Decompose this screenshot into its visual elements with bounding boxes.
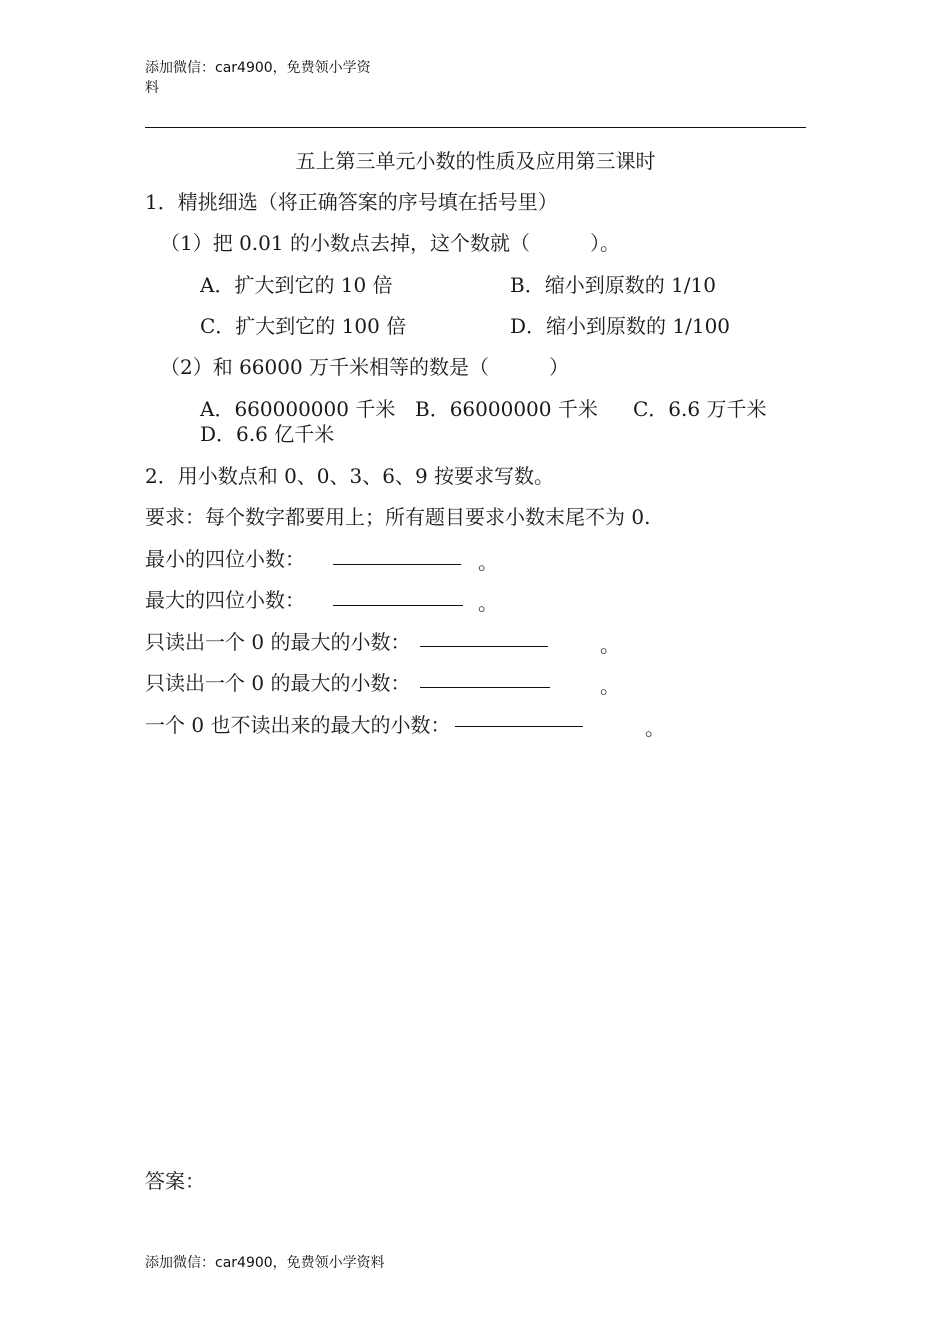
header-rule (145, 127, 806, 128)
footer-watermark: 添加微信：car4900，免费领小学资料 (145, 1255, 385, 1271)
section2-heading: 2．用小数点和 0、0、3、6、9 按要求写数。 (145, 464, 555, 488)
q1-option-a: A．扩大到它的 10 倍 (200, 273, 393, 297)
q1-option-c: C．扩大到它的 100 倍 (200, 314, 407, 338)
q1-option-b: B．缩小到原数的 1/10 (510, 273, 716, 297)
section2-requirement: 要求：每个数字都要用上；所有题目要求小数末尾不为 0. (145, 505, 651, 529)
header-watermark (145, 58, 395, 98)
q2-option-b: B．66000000 千米 (415, 397, 598, 421)
header-watermark-line2: 料 (145, 80, 159, 96)
page-title: 五上第三单元小数的性质及应用第三课时 (295, 149, 656, 173)
answer-blank (455, 726, 583, 727)
fill-item-period: 。 (600, 633, 620, 657)
fill-item-label: 最大的四位小数： (145, 588, 305, 612)
q2-option-a: A．660000000 千米 (200, 397, 396, 421)
q1-stem: （1）把 0.01 的小数点去掉，这个数就（ ）。 (160, 231, 620, 255)
q2-option-c: C．6.6 万千米 (633, 397, 767, 421)
q2-option-d: D．6.6 亿千米 (200, 422, 335, 446)
fill-item-period: 。 (600, 674, 620, 698)
q1-option-d: D．缩小到原数的 1/100 (510, 314, 731, 338)
answer-blank (333, 605, 463, 606)
q2-stem: （2）和 66000 万千米相等的数是（ ） (160, 355, 570, 379)
answer-blank (420, 646, 548, 647)
fill-item-period: 。 (645, 716, 665, 740)
fill-item-period: 。 (478, 550, 498, 574)
fill-item-period: 。 (478, 591, 498, 615)
answer-label: 答案： (145, 1169, 205, 1193)
fill-item-label: 最小的四位小数： (145, 547, 305, 571)
section1-heading: 1．精挑细选（将正确答案的序号填在括号里） (145, 190, 558, 214)
fill-item-label: 一个 0 也不读出来的最大的小数： (145, 713, 451, 737)
header-watermark-line1: 添加微信：car4900，免费领小学资 (145, 60, 371, 76)
fill-item-label: 只读出一个 0 的最大的小数： (145, 630, 411, 654)
fill-item-label: 只读出一个 0 的最大的小数： (145, 671, 411, 695)
answer-blank (333, 564, 461, 565)
answer-blank (420, 687, 550, 688)
